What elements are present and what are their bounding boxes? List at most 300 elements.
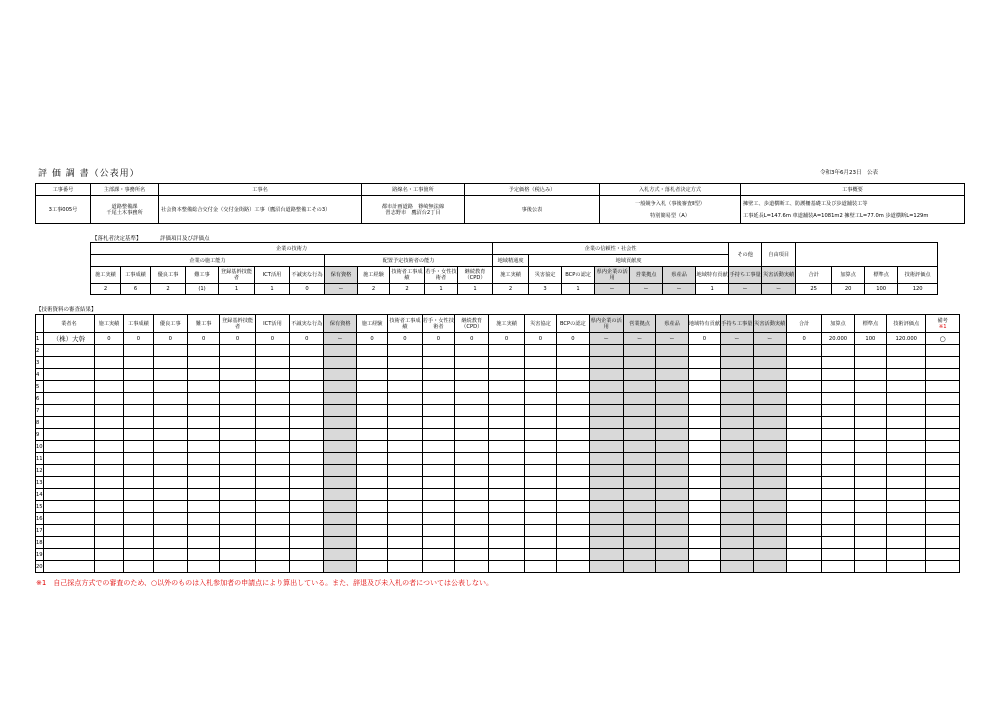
group-tech: 企業の技術力 — [91, 243, 493, 255]
result-cell — [887, 429, 926, 441]
result-cell — [124, 501, 153, 513]
criteria-column-header: 営業拠点 — [630, 267, 663, 284]
result-cell — [887, 537, 926, 549]
result-cell — [489, 453, 524, 465]
project-summary: 擁壁工、歩道横断工、防護柵基礎工及び歩道舗装工等 工事延長L=147.6m 車道舗装A=1081m2 擁壁工L=77.0m 歩道横断L=129m — [741, 196, 965, 224]
criteria-point: 1 — [219, 284, 255, 295]
result-cell — [94, 489, 123, 501]
result-cell — [854, 549, 886, 561]
result-cell — [94, 465, 123, 477]
criteria-column-header: 登録基幹技能者 — [219, 267, 255, 284]
result-cell — [786, 465, 821, 477]
result-cell — [388, 345, 422, 357]
result-cell — [124, 345, 153, 357]
result-cell — [623, 501, 655, 513]
result-cell — [124, 357, 153, 369]
result-cell — [290, 489, 324, 501]
row-number: 6 — [36, 393, 44, 405]
result-cell — [688, 501, 720, 513]
result-cell — [455, 417, 489, 429]
result-cell — [887, 381, 926, 393]
criteria-point: 0 — [290, 284, 325, 295]
result-cell — [124, 561, 153, 573]
result-cell — [887, 489, 926, 501]
result-cell — [589, 477, 623, 489]
result-cell — [721, 453, 753, 465]
result-cell — [290, 393, 324, 405]
result-cell — [356, 537, 387, 549]
result-cell — [589, 561, 623, 573]
result-cell — [455, 525, 489, 537]
result-cell — [887, 525, 926, 537]
remark-cell — [926, 537, 960, 549]
result-cell — [422, 405, 454, 417]
result-cell — [124, 537, 153, 549]
result-cell — [887, 549, 926, 561]
result-cell — [290, 549, 324, 561]
result-cell — [422, 501, 454, 513]
result-cell — [388, 429, 422, 441]
table-row — [36, 369, 960, 381]
remark-cell: ○ — [926, 333, 960, 345]
result-cell — [255, 549, 289, 561]
result-cell — [753, 561, 786, 573]
result-cell — [589, 369, 623, 381]
result-cell — [753, 549, 786, 561]
result-cell — [489, 501, 524, 513]
result-cell — [324, 525, 356, 537]
result-cell: ー — [656, 333, 688, 345]
sub-region: 地域精通度 — [493, 255, 529, 267]
result-cell — [688, 393, 720, 405]
result-cell — [455, 537, 489, 549]
result-cell — [656, 453, 688, 465]
result-cell — [324, 357, 356, 369]
result-cell — [489, 381, 524, 393]
result-cell — [324, 537, 356, 549]
result-cell — [388, 489, 422, 501]
result-column-header: 災害活動実績 — [753, 315, 786, 333]
row-number: 9 — [36, 429, 44, 441]
result-column-header: 施工実績 — [94, 315, 123, 333]
result-cell — [589, 405, 623, 417]
result-cell — [557, 525, 589, 537]
row-number: 2 — [36, 345, 44, 357]
project-name: 社会資本整備総合交付金（交付金街路）工事（鷹沼台道路整備工その3） — [159, 196, 362, 224]
criteria-column-header: 施工経験 — [358, 267, 390, 284]
project-header: 入札方式・落札者決定方式 — [600, 184, 741, 196]
result-cell — [688, 513, 720, 525]
result-cell — [557, 417, 589, 429]
bidder-name — [44, 345, 95, 357]
result-cell — [255, 369, 289, 381]
result-cell — [455, 489, 489, 501]
row-number: 3 — [36, 357, 44, 369]
result-cell — [524, 501, 556, 513]
result-cell — [220, 489, 255, 501]
result-cell — [255, 561, 289, 573]
result-cell — [455, 561, 489, 573]
result-cell — [854, 537, 886, 549]
bidder-name — [44, 549, 95, 561]
result-cell — [388, 405, 422, 417]
result-cell — [388, 393, 422, 405]
result-cell — [786, 453, 821, 465]
result-cell — [388, 537, 422, 549]
result-cell — [786, 477, 821, 489]
result-cell: 0 — [524, 333, 556, 345]
result-cell — [388, 549, 422, 561]
result-column-header: 標準点 — [854, 315, 886, 333]
result-cell — [854, 393, 886, 405]
result-cell — [589, 345, 623, 357]
result-cell — [854, 369, 886, 381]
result-cell — [753, 465, 786, 477]
other-header: その他 — [729, 243, 762, 267]
result-cell — [324, 453, 356, 465]
result-cell — [220, 453, 255, 465]
result-cell: 0 — [455, 333, 489, 345]
result-cell — [489, 369, 524, 381]
result-cell: 120.000 — [887, 333, 926, 345]
criteria-point: ー — [325, 284, 358, 295]
result-cell — [623, 489, 655, 501]
row-number: 12 — [36, 465, 44, 477]
result-cell — [356, 357, 387, 369]
result-cell — [623, 429, 655, 441]
criteria-column-header: 若手・女性技術者 — [425, 267, 458, 284]
result-cell — [721, 525, 753, 537]
result-cell — [124, 453, 153, 465]
result-cell — [388, 465, 422, 477]
result-cell — [388, 381, 422, 393]
remark-cell — [926, 393, 960, 405]
result-cell — [656, 465, 688, 477]
result-cell — [324, 405, 356, 417]
result-cell — [290, 405, 324, 417]
result-cell — [524, 489, 556, 501]
result-cell — [324, 441, 356, 453]
result-cell — [324, 369, 356, 381]
result-cell — [589, 489, 623, 501]
result-cell — [220, 441, 255, 453]
result-cell — [290, 477, 324, 489]
result-cell — [356, 489, 387, 501]
criteria-point: ー — [762, 284, 796, 295]
result-cell — [455, 345, 489, 357]
result-cell — [356, 561, 387, 573]
result-cell — [422, 537, 454, 549]
result-column-header: 技術者工事成績 — [388, 315, 422, 333]
result-column-header: 地域特有貢献 — [688, 315, 720, 333]
result-cell — [255, 501, 289, 513]
criteria-column-header: 技術評価点 — [898, 267, 938, 284]
result-cell — [290, 429, 324, 441]
result-column-header: 不誠実な行為 — [290, 315, 324, 333]
result-cell — [255, 357, 289, 369]
result-cell — [822, 465, 854, 477]
result-cell — [220, 381, 255, 393]
remark-cell — [926, 549, 960, 561]
table-row — [36, 465, 960, 477]
bidder-name — [44, 429, 95, 441]
result-cell — [94, 405, 123, 417]
result-column-header: 登録基幹技能者 — [220, 315, 255, 333]
result-column-header: 県内企業の活用 — [589, 315, 623, 333]
result-cell — [255, 417, 289, 429]
result-cell — [656, 405, 688, 417]
criteria-section-label: 【落札者決定基準】 — [92, 236, 142, 242]
table-row — [36, 561, 960, 573]
result-cell — [557, 369, 589, 381]
result-cell — [153, 453, 187, 465]
result-cell — [589, 501, 623, 513]
result-cell — [753, 369, 786, 381]
result-cell — [524, 453, 556, 465]
group-social: 企業の信頼性・社会性 — [493, 243, 729, 255]
row-number: 18 — [36, 537, 44, 549]
result-cell — [187, 405, 219, 417]
result-column-header: 加算点 — [822, 315, 854, 333]
result-cell — [153, 381, 187, 393]
remark-cell — [926, 345, 960, 357]
result-cell — [187, 453, 219, 465]
result-cell — [721, 357, 753, 369]
result-cell — [153, 405, 187, 417]
result-cell — [854, 441, 886, 453]
result-cell — [887, 513, 926, 525]
result-cell — [623, 345, 655, 357]
result-cell — [753, 429, 786, 441]
criteria-column-header: 保有資格 — [325, 267, 358, 284]
bidder-name — [44, 381, 95, 393]
criteria-point: 1 — [255, 284, 290, 295]
result-cell — [124, 429, 153, 441]
result-cell — [489, 477, 524, 489]
result-cell — [822, 525, 854, 537]
result-cell — [753, 525, 786, 537]
result-cell — [524, 537, 556, 549]
result-cell — [356, 441, 387, 453]
result-cell — [124, 477, 153, 489]
result-cell — [388, 417, 422, 429]
result-column-header: 優良工事 — [153, 315, 187, 333]
criteria-point: 2 — [91, 284, 121, 295]
result-cell — [753, 417, 786, 429]
result-cell — [589, 417, 623, 429]
bidder-name — [44, 513, 95, 525]
criteria-point: 1 — [562, 284, 595, 295]
remark-cell — [926, 501, 960, 513]
result-cell — [721, 369, 753, 381]
sub-construction: 企業の施工能力 — [91, 255, 325, 267]
result-cell — [455, 429, 489, 441]
result-cell — [721, 381, 753, 393]
result-cell — [753, 345, 786, 357]
result-cell — [388, 453, 422, 465]
result-cell — [324, 381, 356, 393]
result-cell — [489, 537, 524, 549]
result-cell — [623, 369, 655, 381]
criteria-column-header: 難工事 — [186, 267, 219, 284]
bidder-name — [44, 453, 95, 465]
result-cell — [94, 393, 123, 405]
result-cell — [290, 465, 324, 477]
result-cell — [854, 525, 886, 537]
result-cell — [688, 429, 720, 441]
result-cell — [290, 357, 324, 369]
result-cell — [94, 417, 123, 429]
result-cell — [688, 465, 720, 477]
result-cell — [187, 513, 219, 525]
result-cell — [822, 501, 854, 513]
result-cell — [187, 525, 219, 537]
project-info-table — [35, 183, 965, 224]
remark-cell — [926, 429, 960, 441]
result-column-header: 県産品 — [656, 315, 688, 333]
result-cell — [124, 549, 153, 561]
results-section-label: 【技術資料の審査結果】 — [36, 307, 97, 313]
result-cell — [422, 525, 454, 537]
result-cell — [220, 369, 255, 381]
result-cell — [187, 489, 219, 501]
result-cell — [721, 429, 753, 441]
result-cell — [455, 453, 489, 465]
result-cell: 20.000 — [822, 333, 854, 345]
result-cell — [455, 465, 489, 477]
result-cell — [153, 501, 187, 513]
result-cell — [753, 357, 786, 369]
result-cell — [422, 357, 454, 369]
result-cell — [124, 465, 153, 477]
criteria-point: 2 — [390, 284, 425, 295]
result-cell — [557, 537, 589, 549]
result-cell — [721, 345, 753, 357]
result-cell — [753, 405, 786, 417]
result-cell — [220, 525, 255, 537]
result-cell — [822, 489, 854, 501]
bidder-name — [44, 489, 95, 501]
result-cell — [187, 357, 219, 369]
result-cell — [220, 561, 255, 573]
result-cell — [489, 393, 524, 405]
result-cell — [753, 393, 786, 405]
result-cell — [688, 537, 720, 549]
row-number: 14 — [36, 489, 44, 501]
result-cell — [753, 441, 786, 453]
result-cell — [94, 429, 123, 441]
result-cell — [356, 345, 387, 357]
remark-cell — [926, 405, 960, 417]
project-price: 事後公表 — [465, 196, 600, 224]
result-column-header: 保有資格 — [324, 315, 356, 333]
result-cell — [356, 429, 387, 441]
project-number: 3工事005号 — [36, 196, 91, 224]
result-cell — [187, 465, 219, 477]
result-cell — [822, 405, 854, 417]
result-cell — [887, 369, 926, 381]
result-cell: 0 — [422, 333, 454, 345]
results-table — [35, 314, 960, 573]
result-cell — [786, 393, 821, 405]
result-cell — [290, 525, 324, 537]
result-cell — [688, 525, 720, 537]
result-cell — [688, 381, 720, 393]
result-column-header: 災害協定 — [524, 315, 556, 333]
result-cell: 0 — [388, 333, 422, 345]
result-cell — [656, 537, 688, 549]
result-cell — [324, 465, 356, 477]
result-cell — [623, 393, 655, 405]
result-cell — [822, 513, 854, 525]
footnote: ※1 自己採点方式での審査のため、○以外のものは入札参加者の申請点により算出している。また、辞退及び未入札の者については公表しない。 — [36, 579, 494, 587]
result-cell — [255, 465, 289, 477]
result-cell — [688, 561, 720, 573]
project-header: 工事名 — [159, 184, 362, 196]
criteria-column-header: 県内企業の活用 — [595, 267, 630, 284]
result-cell — [887, 501, 926, 513]
criteria-point: (1) — [186, 284, 219, 295]
project-route: 都市計画道路 篠崎無法線 習志野市 鷹沼台2丁目 — [362, 196, 465, 224]
result-cell — [753, 453, 786, 465]
result-cell — [455, 405, 489, 417]
remark-cell — [926, 357, 960, 369]
result-cell — [656, 501, 688, 513]
free-header: 自由項目 — [762, 243, 796, 267]
table-row — [36, 393, 960, 405]
result-cell — [455, 381, 489, 393]
result-cell — [422, 441, 454, 453]
result-cell — [557, 453, 589, 465]
result-cell — [721, 393, 753, 405]
result-cell — [290, 453, 324, 465]
result-cell — [656, 477, 688, 489]
result-cell — [721, 405, 753, 417]
result-cell — [356, 393, 387, 405]
result-cell — [422, 477, 454, 489]
result-cell — [255, 429, 289, 441]
result-cell — [153, 429, 187, 441]
criteria-column-header: 工事成績 — [121, 267, 151, 284]
result-cell — [854, 381, 886, 393]
result-column-header: 継続教育（CPD） — [455, 315, 489, 333]
result-cell — [455, 501, 489, 513]
remark-cell — [926, 453, 960, 465]
result-cell — [589, 453, 623, 465]
result-cell — [524, 381, 556, 393]
result-cell — [688, 549, 720, 561]
result-cell — [854, 429, 886, 441]
table-row — [36, 513, 960, 525]
result-cell — [290, 417, 324, 429]
criteria-point: ー — [729, 284, 762, 295]
result-cell — [153, 345, 187, 357]
criteria-column-header: 施工実績 — [493, 267, 529, 284]
result-cell — [656, 549, 688, 561]
result-cell — [688, 489, 720, 501]
result-cell — [822, 417, 854, 429]
criteria-column-header: 加算点 — [832, 267, 865, 284]
result-cell — [623, 453, 655, 465]
result-cell — [887, 405, 926, 417]
result-cell — [356, 453, 387, 465]
remark-cell — [926, 441, 960, 453]
result-cell — [422, 381, 454, 393]
row-number-header — [36, 315, 44, 333]
criteria-column-header: 施工実績 — [91, 267, 121, 284]
result-cell — [356, 525, 387, 537]
result-cell: 0 — [489, 333, 524, 345]
